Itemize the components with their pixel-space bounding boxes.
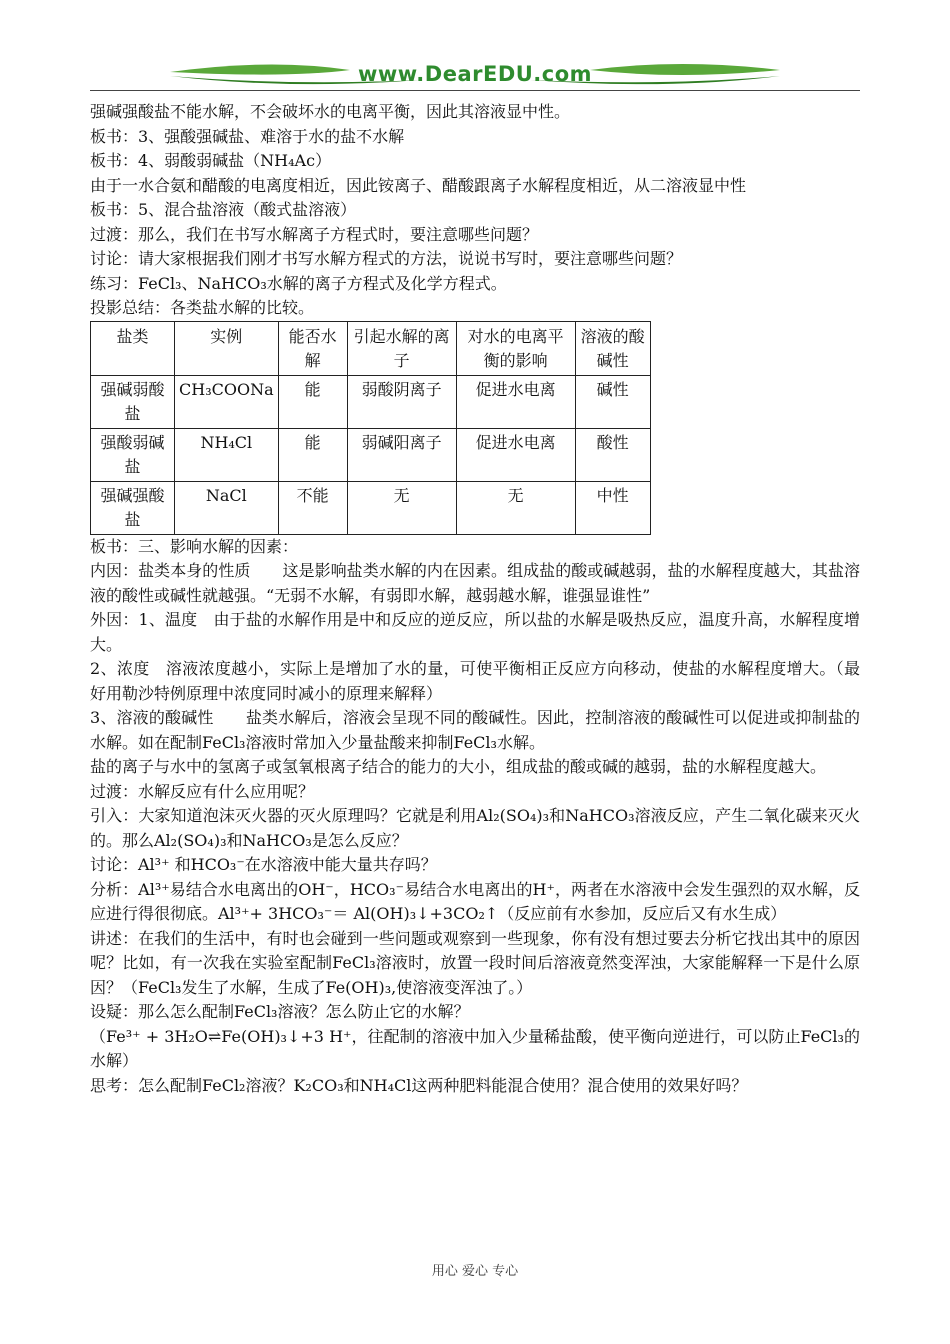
paragraph: 板书：三、影响水解的因素： (90, 536, 299, 556)
paragraph: 讨论：Al³⁺ 和HCO₃⁻在水溶液中能大量共存吗？ (90, 855, 437, 874)
table-cell: 弱碱阳离子 (347, 428, 456, 481)
paragraph: 由于一水合氨和醋酸的电离度相近，因此铵离子、醋酸跟离子水解程度相近，从二溶液显中性 (90, 175, 747, 195)
paragraph: 2、浓度 溶液浓度越小，实际上是增加了水的量，可使平衡相正反应方向移动，使盐的水解程度增大。（最好用勒沙特例原理中浓度同时减小的原理来解释） (90, 659, 860, 703)
paragraphs-after-table (90, 535, 860, 1099)
paragraph: 3、溶液的酸碱性 盐类水解后，溶液会呈现不同的酸碱性。因此，控制溶液的酸碱性可以促进或抑制盐的水解。如在配制FeCl₃溶液时常加入少量盐酸来抑制FeCl₃水解。 (90, 708, 860, 752)
table-row (91, 481, 651, 534)
table-cell: 强碱弱酸盐 (91, 375, 175, 428)
table-cell: NaCl (175, 481, 279, 534)
table-header-cell: 溶液的酸碱性 (575, 321, 650, 375)
paragraph: 分析：Al³⁺易结合水电离出的OH⁻，HCO₃⁻易结合水电离出的H⁺，两者在水溶液中会发生强烈的双水解，反应进行得很彻底。Al³⁺+ 3HCO₃⁻＝ Al(OH)₃↓+3CO₂↑（反应前有水参加，反应后又有水生成） (90, 879, 860, 923)
table-cell: 无 (456, 481, 575, 534)
paragraph: 板书：4、弱酸弱碱盐（NH₄Ac） (90, 151, 332, 170)
table-row (91, 428, 651, 481)
header-rule (90, 90, 860, 91)
paragraph: 过渡：水解反应有什么应用呢？ (90, 781, 315, 801)
paragraph: 强碱强酸盐不能水解，不会破坏水的电离平衡，因此其溶液显中性。 (90, 102, 571, 121)
table-cell: 不能 (278, 481, 347, 534)
table-header-cell: 对水的电离平衡的影响 (456, 321, 575, 375)
table-cell: 无 (347, 481, 456, 534)
paragraph: 思考：怎么配制FeCl₂溶液？K₂CO₃和NH₄Cl这两种肥料能混合使用？混合使用的效果好吗？ (90, 1075, 748, 1095)
table-cell: 能 (278, 428, 347, 481)
table-cell: 中性 (575, 481, 650, 534)
paragraph: 板书：3、强酸强碱盐、难溶于水的盐不水解 (90, 126, 405, 146)
paragraph: 内因：盐类本身的性质 这是影响盐类水解的内在因素。组成盐的酸或碱越弱，盐的水解程度越大，其盐溶液的酸性或碱性就越强。“无弱不水解，有弱即水解，越弱越水解，谁强显谁性” (90, 561, 860, 605)
lesson-content (90, 100, 860, 1098)
table-row (91, 375, 651, 428)
table-cell: CH₃COONa (175, 375, 279, 428)
table-cell: 促进水电离 (456, 428, 575, 481)
table-header-cell: 盐类 (91, 321, 175, 375)
paragraph: 板书：5、混合盐溶液（酸式盐溶液） (90, 200, 357, 219)
page-footer: 用心 爱心 专心 (431, 1264, 519, 1279)
paragraph: 过渡：那么，我们在书写水解离子方程式时，要注意哪些问题？ (90, 224, 539, 244)
paragraph: 练习：FeCl₃、NaHCO₃水解的离子方程式及化学方程式。 (90, 273, 507, 293)
table-cell: 强酸弱碱盐 (91, 428, 175, 481)
paragraphs-before-table (90, 100, 860, 321)
paragraph: 讲述：在我们的生活中，有时也会碰到一些问题或观察到一些现象，你有没有想过要去分析它找出其中的原因呢？比如，有一次我在实验室配制FeCl₃溶液时，放置一段时间后溶液竟然变浑浊，大家能解释一下是什么原因？（FeCl₃发生了水解，生成了Fe(OH)₃,使溶液变浑浊了。） (90, 928, 860, 997)
paragraph: （Fe³⁺ + 3H₂O⇌Fe(OH)₃↓+3 H⁺，往配制的溶液中加入少量稀盐酸，使平衡向逆进行，可以防止FeCl₃的水解） (90, 1026, 860, 1070)
table-header-row (91, 321, 651, 375)
paragraph: 引入：大家知道泡沫灭火器的灭火原理吗？它就是利用Al₂(SO₄)₃和NaHCO₃溶液反应，产生二氧化碳来灭火的。那么Al₂(SO₄)₃和NaHCO₃是怎么反应？ (90, 806, 860, 850)
table-cell: 弱酸阴离子 (347, 375, 456, 428)
paragraph: 设疑：那么怎么配制FeCl₃溶液？怎么防止它的水解？ (90, 1002, 470, 1021)
paragraph: 投影总结：各类盐水解的比较。 (90, 298, 315, 317)
paragraph: 盐的离子与水中的氢离子或氢氧根离子结合的能力的大小，组成盐的酸或碱的越弱，盐的水解程度越大。 (90, 757, 827, 776)
paragraph: 外因：1、温度 由于盐的水解作用是中和反应的逆反应，所以盐的水解是吸热反应，温度升高，水解程度增大。 (90, 610, 860, 654)
table-cell: NH₄Cl (175, 428, 279, 481)
site-name[interactable]: www.DearEDU.com (357, 62, 593, 86)
table-cell: 促进水电离 (456, 375, 575, 428)
table-cell: 酸性 (575, 428, 650, 481)
table-cell: 能 (278, 375, 347, 428)
table-header-cell: 实例 (175, 321, 279, 375)
table-header-cell: 能否水解 (278, 321, 347, 375)
table-cell: 碱性 (575, 375, 650, 428)
salt-hydrolysis-table (90, 321, 651, 535)
table-header-cell: 引起水解的离子 (347, 321, 456, 375)
table-cell: 强碱强酸盐 (91, 481, 175, 534)
paragraph: 讨论：请大家根据我们刚才书写水解方程式的方法，说说书写时，要注意哪些问题？ (90, 249, 683, 268)
